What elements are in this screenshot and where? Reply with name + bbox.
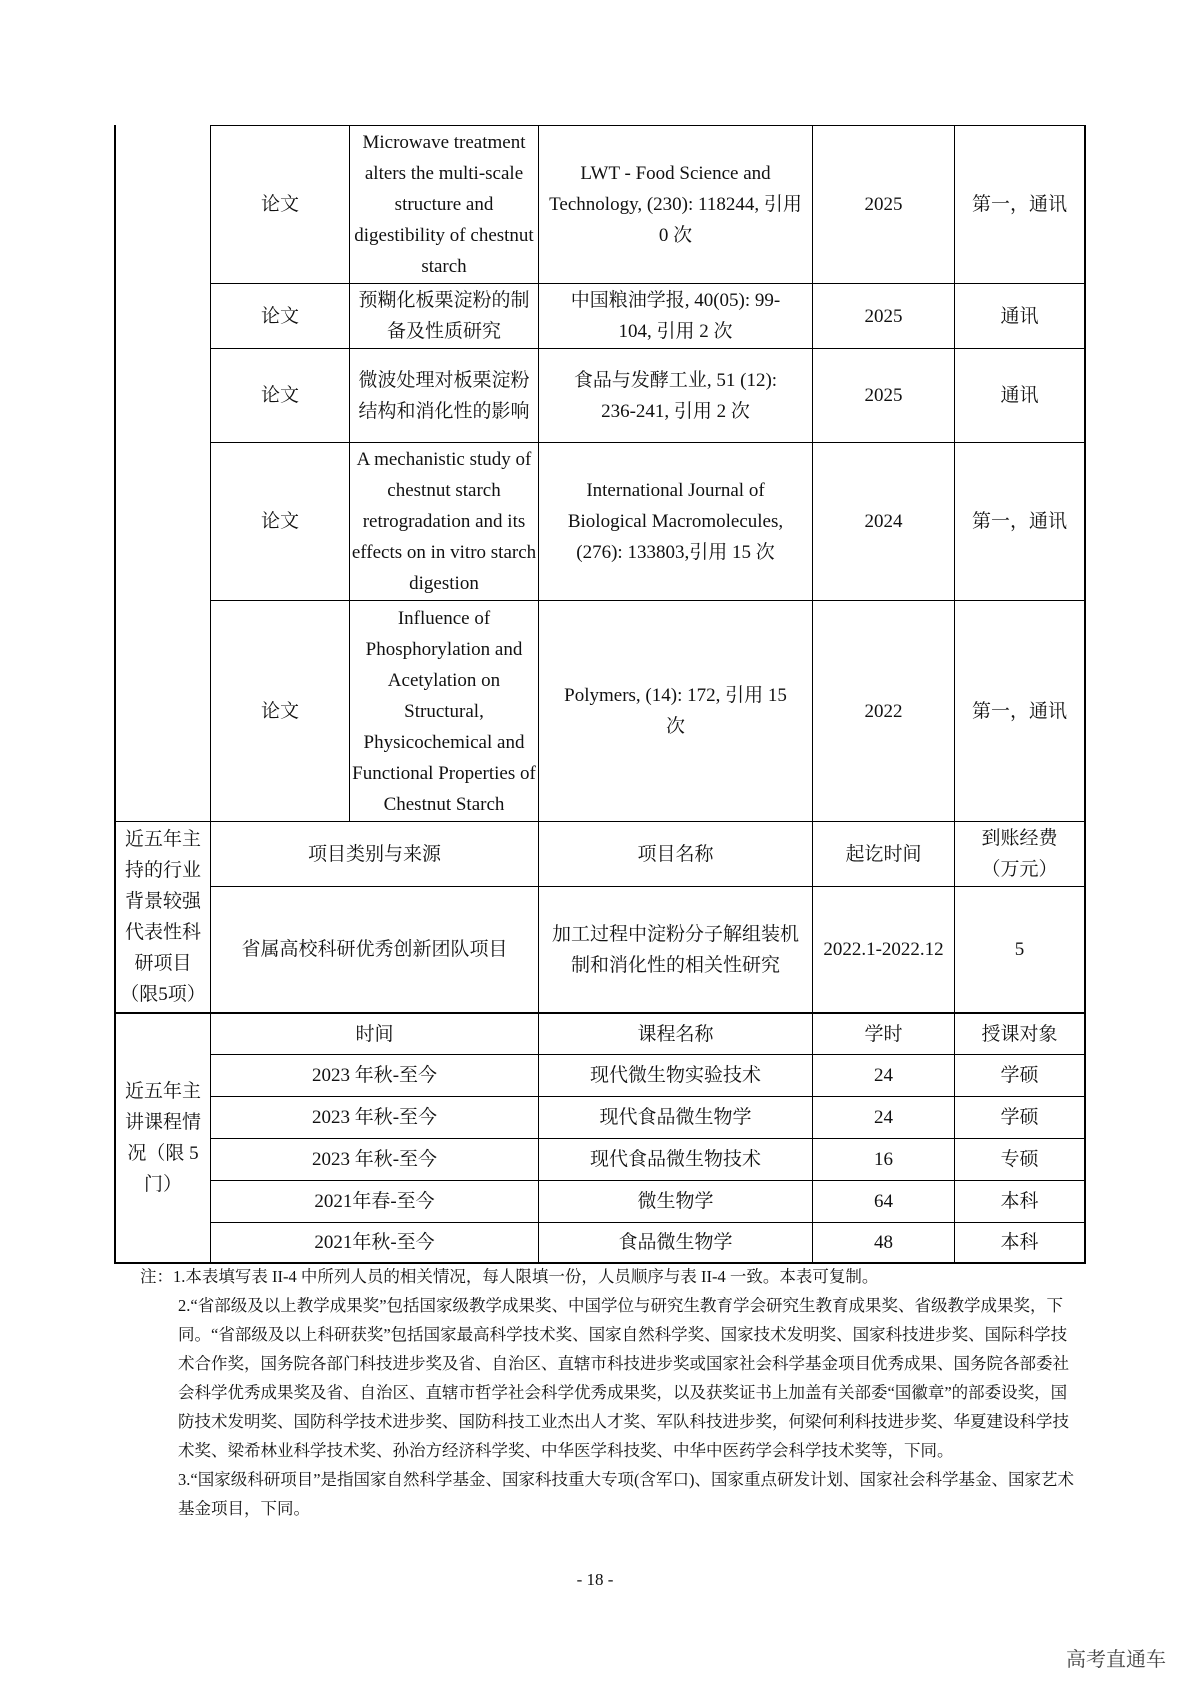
paper-title: Microwave treatment alters the multi-scale structure and digestibility of chestnut starch — [354, 132, 534, 277]
table-row — [211, 601, 349, 821]
table-row — [813, 601, 954, 821]
paper-role: 第一，通讯 — [971, 700, 1067, 722]
table-row — [955, 1055, 1084, 1096]
table-row — [350, 601, 538, 821]
page-number: - 18 - — [576, 1570, 614, 1589]
table-row — [813, 1055, 954, 1096]
paper-journal: 中国粮油学报, 40(05): 99-104, 引用 2 次 — [570, 290, 781, 342]
table-row — [539, 1097, 812, 1138]
course-header: 课程名称 — [637, 1023, 714, 1045]
table-row — [350, 126, 538, 283]
table-row — [211, 1181, 538, 1222]
paper-role: 第一，通讯 — [971, 511, 1067, 532]
table-row — [813, 443, 954, 600]
table-row — [813, 1223, 954, 1262]
footnote-2: 2.“省部级及以上教学成果奖”包括国家级教学成果奖、中国学位与研究生教育学会研究生教育成果奖、省级教学成果奖，下同。“省部级及以上科研获奖”包括国家最高科学技术奖、国家自然科学奖、国家技术发明奖、国家科技进步奖、国际科学技术合作奖，国务院各部门科技进步奖及省、自治区、直辖市科技进步奖或国家社会科学基金项目优秀成果、国务院各部委社会科学优秀成果奖及省、自治区、直辖市哲学社会科学优秀成果奖，以及获奖证书上加盖有关部委“国徽章”的部委设奖，国防技术发明奖、国防科学技术进步奖、国防科技工业杰出人才奖、军队科技进步奖，何梁何利科技进步奖、华夏建设科学技术奖、梁希林业科学技术奖、孙治方经济科学奖、中华医学科技奖、中华中医药学会科学技术奖等，下同。 — [178, 1296, 1069, 1460]
table-row — [955, 443, 1084, 600]
table-row — [211, 126, 349, 283]
table-row — [211, 284, 349, 348]
footnotes — [140, 1262, 1080, 1523]
table-row — [350, 284, 538, 348]
course-header: 授课对象 — [981, 1023, 1058, 1045]
table-row — [813, 887, 954, 1012]
table-row — [955, 349, 1084, 442]
footnote-1: 注：1.本表填写表 II-4 中所列人员的相关情况，每人限填一份，人员顺序与表 II-4 一致。本表可复制。 — [140, 1267, 879, 1286]
paper-type: 论文 — [260, 194, 299, 215]
paper-type: 论文 — [260, 385, 299, 406]
course-header: 时间 — [355, 1023, 394, 1045]
table-row — [539, 1181, 812, 1222]
course-audience: 学硕 — [1000, 1065, 1039, 1086]
table-row — [539, 443, 812, 600]
table-row — [539, 1223, 812, 1262]
course-time: 2023 年秋-至今 — [311, 1065, 438, 1086]
table-row — [955, 1181, 1084, 1222]
table-row — [955, 126, 1084, 283]
project-funding: 5 — [1014, 939, 1025, 960]
paper-journal: International Journal of Biological Macromolecules, (276): 133803,引用 15 次 — [567, 480, 784, 563]
table-row — [211, 887, 538, 1012]
table-row — [955, 1097, 1084, 1138]
course-name: 食品微生物学 — [618, 1232, 733, 1253]
table-row — [211, 349, 349, 442]
paper-type: 论文 — [260, 700, 299, 722]
course-hours: 24 — [874, 1065, 893, 1086]
project-header: 项目类别与来源 — [307, 843, 441, 865]
table-row — [955, 284, 1084, 348]
paper-year: 2025 — [864, 194, 903, 215]
table-row — [813, 1139, 954, 1180]
paper-year: 2022 — [864, 700, 903, 722]
course-name: 现代食品微生物学 — [599, 1107, 752, 1128]
project-header: 到账经费（万元） — [981, 828, 1058, 880]
footnote-3: 3.“国家级科研项目”是指国家自然科学基金、国家科技重大专项(含军口)、国家重点研发计划、国家社会科学基金、国家艺术基金项目，下同。 — [178, 1470, 1075, 1518]
paper-journal: Polymers, (14): 172, 引用 15 次 — [564, 685, 787, 737]
table-row — [813, 1181, 954, 1222]
course-time: 2021年春-至今 — [314, 1191, 435, 1212]
paper-journal: LWT - Food Science and Technology, (230): 118244, 引用 0 次 — [549, 163, 802, 246]
table-row — [211, 1139, 538, 1180]
paper-type: 论文 — [260, 305, 299, 327]
paper-title: 微波处理对板栗淀粉结构和消化性的影响 — [358, 369, 530, 422]
project-period: 2022.1-2022.12 — [823, 939, 944, 960]
table-row — [539, 284, 812, 348]
paper-year: 2024 — [864, 511, 903, 532]
project-category: 省属高校科研优秀创新团队项目 — [241, 939, 508, 960]
paper-role: 通讯 — [1000, 305, 1039, 327]
paper-title: 预糊化板栗淀粉的制备及性质研究 — [358, 290, 530, 342]
course-audience: 学硕 — [1000, 1107, 1039, 1128]
table-row — [539, 601, 812, 821]
table-row — [813, 126, 954, 283]
paper-title: Influence of Phosphorylation and Acetylation on Structural, Physicochemical and Functional Properties of Chestnut Starch — [352, 607, 536, 815]
courses-section-label: 近五年主讲课程情况（限 5 门） — [124, 1081, 201, 1195]
project-header: 项目名称 — [637, 843, 714, 865]
course-hours: 64 — [874, 1191, 893, 1212]
table-row — [539, 1139, 812, 1180]
course-hours: 24 — [874, 1107, 893, 1128]
table-row — [955, 1139, 1084, 1180]
table-row — [955, 601, 1084, 821]
table-row — [539, 126, 812, 283]
course-time: 2023 年秋-至今 — [311, 1107, 438, 1128]
paper-title: A mechanistic study of chestnut starch retrogradation and its effects on in vitro starch digestion — [351, 449, 537, 594]
project-header: 起讫时间 — [845, 843, 922, 865]
table-row — [539, 349, 812, 442]
table-row — [813, 284, 954, 348]
course-name: 微生物学 — [637, 1191, 714, 1212]
table-row — [211, 1097, 538, 1138]
table-row — [813, 1097, 954, 1138]
table-row — [955, 1223, 1084, 1262]
paper-journal: 食品与发酵工业, 51 (12): 236-241, 引用 2 次 — [573, 369, 778, 422]
table-row — [211, 1055, 538, 1096]
table-row — [955, 887, 1084, 1012]
table-row — [211, 443, 349, 600]
paper-role: 第一，通讯 — [971, 194, 1067, 215]
table-row — [539, 1055, 812, 1096]
course-hours: 16 — [874, 1149, 893, 1170]
table-row — [211, 1223, 538, 1262]
table-row — [350, 349, 538, 442]
table-row — [539, 887, 812, 1012]
course-hours: 48 — [874, 1232, 893, 1253]
course-header: 学时 — [864, 1023, 903, 1045]
course-time: 2023 年秋-至今 — [311, 1149, 438, 1170]
projects-section-label: 近五年主持的行业背景较强代表性科研项目（限5项） — [120, 829, 206, 1005]
table-row — [350, 443, 538, 600]
paper-year: 2025 — [864, 385, 903, 406]
course-audience: 本科 — [1000, 1232, 1039, 1253]
paper-type: 论文 — [260, 511, 299, 532]
course-name: 现代食品微生物技术 — [589, 1149, 761, 1170]
paper-role: 通讯 — [1000, 385, 1039, 406]
course-audience: 本科 — [1000, 1191, 1039, 1212]
watermark: 高考直通车 — [1066, 1647, 1166, 1671]
course-time: 2021年秋-至今 — [314, 1232, 435, 1253]
table-border — [1084, 125, 1086, 1264]
course-audience: 专硕 — [1000, 1149, 1039, 1170]
course-name: 现代微生物实验技术 — [589, 1065, 761, 1086]
project-name: 加工过程中淀粉分子解组装机制和消化性的相关性研究 — [551, 923, 799, 976]
paper-year: 2025 — [864, 305, 903, 327]
table-row — [813, 349, 954, 442]
